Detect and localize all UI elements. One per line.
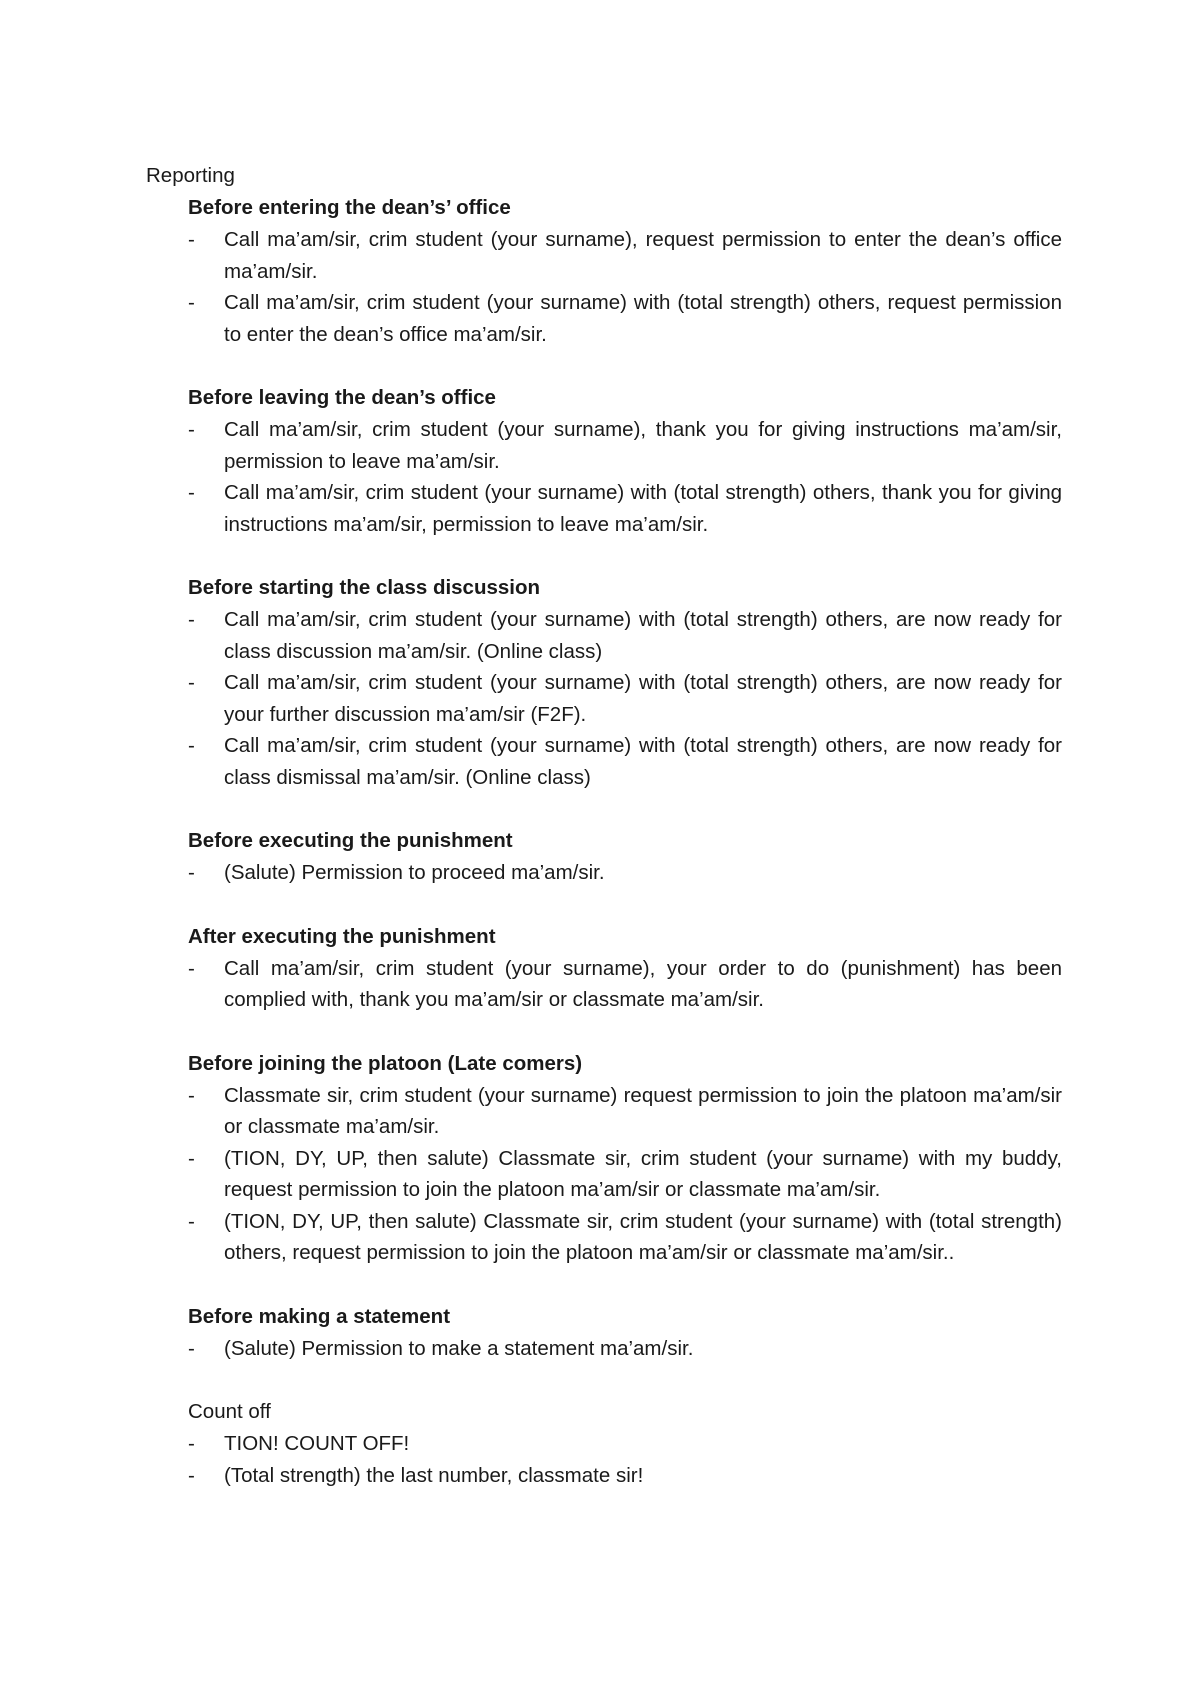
- section: [188, 382, 1062, 540]
- section-heading: Before joining the platoon (Late comers): [188, 1051, 583, 1075]
- list-item: [188, 953, 1062, 1016]
- bullet-list: [188, 224, 1062, 350]
- list-item: [188, 1080, 1062, 1143]
- section: [188, 825, 1062, 889]
- dash-bullet: -: [188, 1432, 195, 1455]
- sections-container: [146, 192, 1062, 1491]
- dash-bullet: -: [188, 1336, 195, 1360]
- dash-bullet: -: [188, 608, 195, 631]
- bullet-list: [188, 604, 1062, 793]
- dash-bullet: -: [188, 956, 195, 980]
- bullet-list: [188, 1080, 1062, 1269]
- document-page: [146, 160, 1062, 1523]
- list-item-text: (Total strength) the last number, classmate sir!: [224, 1463, 644, 1487]
- section-heading: Before making a statement: [188, 1304, 451, 1328]
- dash-bullet: -: [188, 228, 195, 251]
- list-item-text: (Salute) Permission to proceed ma’am/sir.: [224, 861, 605, 884]
- section: [188, 1048, 1062, 1269]
- list-item: [188, 287, 1062, 350]
- list-item: [188, 1206, 1062, 1269]
- list-item: [188, 857, 1062, 889]
- section: [188, 192, 1062, 350]
- bullet-list: [188, 857, 1062, 889]
- section: [188, 1396, 1062, 1491]
- list-item: [188, 1143, 1062, 1206]
- list-item-text: Call ma’am/sir, crim student (your surname), request permission to enter the dean’s office ma’am/sir.: [224, 228, 1062, 283]
- list-item-text: TION! COUNT OFF!: [224, 1432, 410, 1455]
- dash-bullet: -: [188, 861, 195, 884]
- document-title: Reporting: [146, 164, 235, 187]
- list-item-text: Classmate sir, crim student (your surname) request permission to join the platoon ma’am/sir or classmate ma’am/sir.: [224, 1083, 1062, 1138]
- list-item: [188, 414, 1062, 477]
- dash-bullet: -: [188, 734, 195, 757]
- list-item: [188, 667, 1062, 730]
- section-heading: After executing the punishment: [188, 924, 496, 948]
- list-item-text: Call ma’am/sir, crim student (your surname) with (total strength) others, are now ready for class dismissal ma’am/sir. (Online class): [224, 734, 1062, 789]
- dash-bullet: -: [188, 1209, 195, 1233]
- section-heading: Before entering the dean’s’ office: [188, 196, 511, 219]
- list-item-text: (TION, DY, UP, then salute) Classmate sir, crim student (your surname) with my buddy, request permission to join the platoon ma’am/sir or classmate ma’am/sir.: [224, 1146, 1062, 1201]
- list-item: [188, 224, 1062, 287]
- section-heading: Before executing the punishment: [188, 829, 513, 852]
- list-item-text: Call ma’am/sir, crim student (your surname) with (total strength) others, are now ready for your further discussion ma’am/sir (F2F).: [224, 671, 1062, 726]
- section: [188, 921, 1062, 1016]
- list-item-text: Call ma’am/sir, crim student (your surname), your order to do (punishment) has been complied with, thank you ma’am/sir or classmate ma’am/sir.: [224, 956, 1062, 1011]
- dash-bullet: -: [188, 1146, 195, 1170]
- bullet-list: [188, 1333, 1062, 1365]
- list-item: [188, 1460, 1062, 1492]
- list-item: [188, 477, 1062, 540]
- section-heading: Count off: [188, 1400, 271, 1423]
- list-item: [188, 1333, 1062, 1365]
- section-heading: Before leaving the dean’s office: [188, 386, 496, 409]
- dash-bullet: -: [188, 481, 195, 504]
- section-heading: Before starting the class discussion: [188, 576, 541, 599]
- bullet-list: [188, 953, 1062, 1016]
- bullet-list: [188, 414, 1062, 540]
- list-item-text: Call ma’am/sir, crim student (your surname) with (total strength) others, thank you for giving instructions ma’am/sir, permission to leave ma’am/sir.: [224, 481, 1062, 536]
- list-item-text: Call ma’am/sir, crim student (your surname), thank you for giving instructions ma’am/sir, permission to leave ma’am/sir.: [224, 418, 1062, 473]
- list-item-text: Call ma’am/sir, crim student (your surname) with (total strength) others, are now ready for class discussion ma’am/sir. (Online class): [224, 608, 1062, 663]
- dash-bullet: -: [188, 1463, 195, 1487]
- dash-bullet: -: [188, 418, 195, 441]
- list-item: [188, 604, 1062, 667]
- list-item: [188, 1428, 1062, 1460]
- section: [188, 572, 1062, 793]
- bullet-list: [188, 1428, 1062, 1491]
- list-item: [188, 730, 1062, 793]
- section: [188, 1301, 1062, 1365]
- list-item-text: Call ma’am/sir, crim student (your surname) with (total strength) others, request permission to enter the dean’s office ma’am/sir.: [224, 291, 1062, 346]
- list-item-text: (Salute) Permission to make a statement ma’am/sir.: [224, 1336, 694, 1360]
- dash-bullet: -: [188, 671, 195, 694]
- dash-bullet: -: [188, 291, 195, 314]
- list-item-text: (TION, DY, UP, then salute) Classmate sir, crim student (your surname) with (total strength) others, request permission to join the platoon ma’am/sir or classmate ma’am/sir..: [224, 1209, 1062, 1264]
- dash-bullet: -: [188, 1083, 195, 1107]
